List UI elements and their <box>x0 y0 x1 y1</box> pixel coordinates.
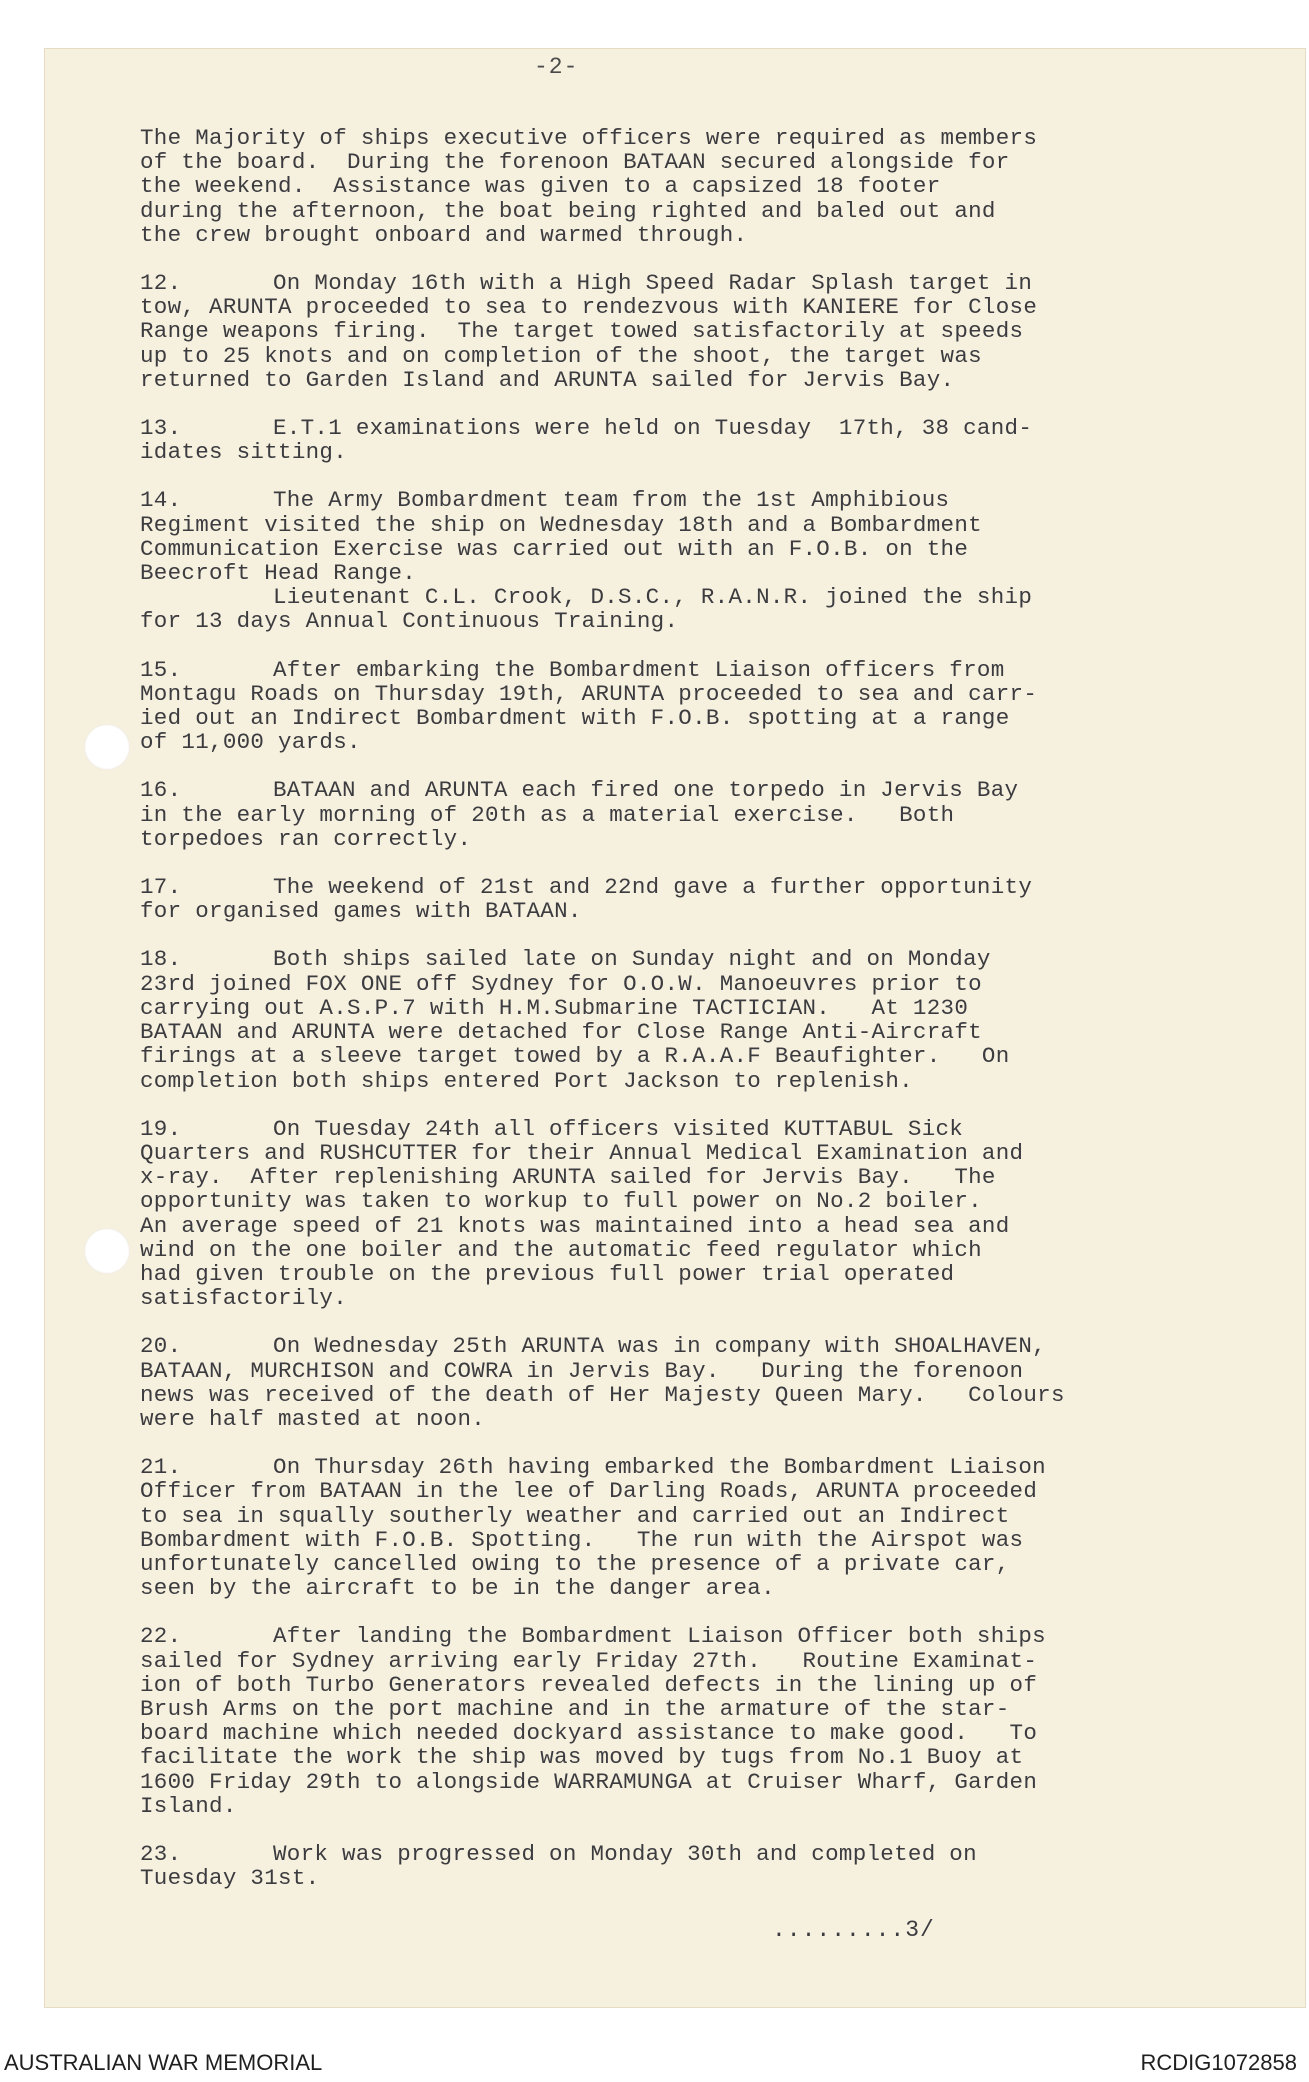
paragraph-line: On Tuesday 24th all officers visited KUTTABUL Sick <box>273 1115 964 1142</box>
paragraph-line: 23rd joined FOX ONE off Sydney for O.O.W. Manoeuvres prior to <box>140 970 982 997</box>
paragraph-line: On Thursday 26th having embarked the Bombardment Liaison <box>273 1454 1046 1481</box>
paragraph-line: the crew brought onboard and warmed through. <box>140 221 748 248</box>
body-text <box>140 126 1190 1914</box>
paragraph <box>140 1117 1190 1311</box>
paragraph-line: Both ships sailed late on Sunday night and on Monday <box>273 946 991 973</box>
paragraph-line: The Majority of ships executive officers were required as members <box>140 125 1038 151</box>
paragraph-line: BATAAN and ARUNTA each fired one torpedo in Jervis Bay <box>273 777 1019 804</box>
paragraph-line: of the board. During the forenoon BATAAN secured alongside for <box>140 149 1010 176</box>
paragraph <box>140 875 1190 923</box>
paragraph-line: were half masted at noon. <box>140 1405 486 1432</box>
paragraph-line: firings at a sleeve target towed by a R.A.A.F Beaufighter. On <box>140 1043 1010 1070</box>
paragraph-line: After embarking the Bombardment Liaison officers from <box>273 656 1005 683</box>
paragraph <box>140 1334 1190 1431</box>
paragraph-line: the weekend. Assistance was given to a capsized 18 footer <box>140 173 941 200</box>
paragraph <box>140 1455 1190 1600</box>
paragraph-line: had given trouble on the previous full power trial operated <box>140 1260 955 1287</box>
paragraph <box>140 271 1190 392</box>
paragraph-line: Quarters and RUSHCUTTER for their Annual Medical Examination and <box>140 1139 1024 1166</box>
paragraph <box>140 1842 1190 1890</box>
paragraph-line: returned to Garden Island and ARUNTA sailed for Jervis Bay. <box>140 366 955 393</box>
paragraph-line: 1600 Friday 29th to alongside WARRAMUNGA at Cruiser Wharf, Garden <box>140 1768 1038 1795</box>
paragraph-line: Communication Exercise was carried out with an F.O.B. on the <box>140 535 969 562</box>
paragraph-line: wind on the one boiler and the automatic feed regulator which <box>140 1236 982 1263</box>
paragraph <box>140 947 1190 1092</box>
paragraph-line: Range weapons firing. The target towed satisfactorily at speeds <box>140 318 1024 345</box>
paragraph <box>140 1624 1190 1818</box>
paragraph-line: After landing the Bombardment Liaison Officer both ships <box>273 1623 1046 1650</box>
paragraph-number: 16. <box>140 777 182 804</box>
footer-archive-name: AUSTRALIAN WAR MEMORIAL <box>4 2050 323 2075</box>
paragraph-line: of 11,000 yards. <box>140 729 361 756</box>
paragraph-number: 12. <box>140 270 182 297</box>
paragraph-number: 14. <box>140 487 182 514</box>
paragraph <box>140 585 1190 633</box>
paragraph-number: 21. <box>140 1454 182 1481</box>
paragraph-line: completion both ships entered Port Jackson to replenish. <box>140 1067 913 1094</box>
paragraph-line: BATAAN, MURCHISON and COWRA in Jervis Bay. During the forenoon <box>140 1357 1024 1384</box>
paragraph-line: E.T.1 examinations were held on Tuesday 17th, 38 cand- <box>273 415 1033 442</box>
paragraph-line: The weekend of 21st and 22nd gave a further opportunity <box>273 874 1033 901</box>
paragraph-line: during the afternoon, the boat being righted and baled out and <box>140 197 996 224</box>
paragraph-line: On Monday 16th with a High Speed Radar Splash target in <box>273 270 1033 297</box>
paragraph-line: torpedoes ran correctly. <box>140 825 472 852</box>
paragraph-line: in the early morning of 20th as a material exercise. Both <box>140 801 955 828</box>
paragraph-line: Work was progressed on Monday 30th and completed on <box>273 1840 977 1867</box>
paragraph-line: ion of both Turbo Generators revealed defects in the lining up of <box>140 1671 1038 1698</box>
punch-hole-bottom <box>84 1228 130 1274</box>
paragraph-line: satisfactorily. <box>140 1285 348 1312</box>
paragraph-line: for organised games with BATAAN. <box>140 898 582 925</box>
paragraph-line: idates sitting. <box>140 439 348 466</box>
paragraph-line: for 13 days Annual Continuous Training. <box>140 608 679 635</box>
paragraph-line: Officer from BATAAN in the lee of Darling Roads, ARUNTA proceeded <box>140 1478 1038 1505</box>
continuation-marker: .........3/ <box>772 1917 935 1943</box>
paragraph <box>140 658 1190 755</box>
paragraph-number: 23. <box>140 1840 182 1867</box>
paragraph-line: Brush Arms on the port machine and in the armature of the star- <box>140 1695 1010 1722</box>
paragraph-line: Lieutenant C.L. Crook, D.S.C., R.A.N.R. joined the ship <box>273 584 1033 611</box>
paragraph-line: BATAAN and ARUNTA were detached for Close Range Anti-Aircraft <box>140 1019 982 1046</box>
paragraph-line: up to 25 knots and on completion of the shoot, the target was <box>140 342 982 369</box>
paragraph-line: tow, ARUNTA proceeded to sea to rendezvous with KANIERE for Close <box>140 294 1038 321</box>
paragraph-number: 19. <box>140 1115 182 1142</box>
paragraph-line: to sea in squally southerly weather and carried out an Indirect <box>140 1502 1010 1529</box>
paragraph-line: Tuesday 31st. <box>140 1865 320 1892</box>
page-number: -2- <box>534 54 579 80</box>
paragraph-line: board machine which needed dockyard assistance to make good. To <box>140 1720 1038 1747</box>
paragraph-line: ied out an Indirect Bombardment with F.O.B. spotting at a range <box>140 705 1010 732</box>
paragraph-number: 22. <box>140 1623 182 1650</box>
paragraph <box>140 416 1190 464</box>
paragraph-number: 13. <box>140 415 182 442</box>
paragraph-line: Bombardment with F.O.B. Spotting. The run with the Airspot was <box>140 1526 1024 1553</box>
paragraph-line: An average speed of 21 knots was maintained into a head sea and <box>140 1212 1010 1239</box>
paragraph <box>140 778 1190 851</box>
paragraph-number: 20. <box>140 1333 182 1360</box>
footer-record-id: RCDIG1072858 <box>1140 2050 1297 2075</box>
paragraph <box>140 126 1190 247</box>
paragraph-line: opportunity was taken to workup to full power on No.2 boiler. <box>140 1188 982 1215</box>
paragraph <box>140 488 1190 585</box>
paragraph-line: Montagu Roads on Thursday 19th, ARUNTA proceeded to sea and carr- <box>140 680 1038 707</box>
paragraph-number: 15. <box>140 656 182 683</box>
paragraph-line: On Wednesday 25th ARUNTA was in company with SHOALHAVEN, <box>273 1333 1046 1360</box>
paragraph-line: Island. <box>140 1792 237 1819</box>
paragraph-line: The Army Bombardment team from the 1st Amphibious <box>273 487 950 514</box>
punch-hole-top <box>84 724 130 770</box>
paragraph-line: carrying out A.S.P.7 with H.M.Submarine TACTICIAN. At 1230 <box>140 994 969 1021</box>
paragraph-line: facilitate the work the ship was moved by tugs from No.1 Buoy at <box>140 1744 1024 1771</box>
paragraph-line: unfortunately cancelled owing to the presence of a private car, <box>140 1550 1010 1577</box>
paragraph-number: 18. <box>140 946 182 973</box>
paragraph-line: news was received of the death of Her Majesty Queen Mary. Colours <box>140 1381 1065 1408</box>
paragraph-line: Beecroft Head Range. <box>140 560 417 587</box>
paragraph-line: Regiment visited the ship on Wednesday 18th and a Bombardment <box>140 511 982 538</box>
paragraph-number: 17. <box>140 874 182 901</box>
paragraph-line: sailed for Sydney arriving early Friday 27th. Routine Examinat- <box>140 1647 1038 1674</box>
paragraph-line: x-ray. After replenishing ARUNTA sailed for Jervis Bay. The <box>140 1164 996 1191</box>
paragraph-line: seen by the aircraft to be in the danger area. <box>140 1575 775 1602</box>
